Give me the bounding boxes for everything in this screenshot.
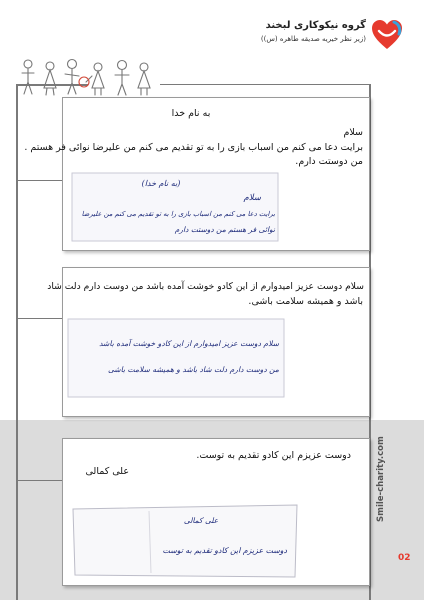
- note-3-line-1: علی کمالی: [183, 516, 219, 525]
- letter-card-1: [24, 97, 370, 251]
- note-1-line-1: (به نام خدا): [141, 179, 181, 188]
- frame-line-left: [16, 84, 18, 600]
- handwritten-note-2: [67, 318, 285, 398]
- letter-3-body: دوست عزیزم این کادو تقدیم به توست.: [196, 450, 351, 461]
- logo-title: گروه نیکوکاری لبخند: [265, 20, 366, 31]
- handwritten-note-3: [71, 503, 299, 579]
- letter-2-body-1: سلام دوست عزیز امیدوارم از این کادو خوشت آمده باشد من دوست دارم دلت شاد: [47, 281, 364, 292]
- note-3-line-2: دوست عزیزم این کادو تقدیم به توست: [162, 546, 287, 555]
- website-label: Smile-charity.com: [376, 436, 386, 522]
- children-illustration: [18, 58, 158, 96]
- heart-logo-icon: [370, 18, 404, 52]
- letter-3-signature: علی کمالی: [85, 466, 129, 477]
- note-2-line-2: من دوست دارم دلت شاد باشد و همیشه سلامت باشی: [107, 365, 279, 374]
- frame-line-top-right: [160, 84, 371, 85]
- letter-1-heading: به نام خدا: [171, 108, 211, 119]
- page-number: 02: [398, 553, 411, 563]
- letter-1-body: برایت دعا می کنم من اسباب بازی را به تو تقدیم می کنم من علیرضا نوائی فر هستم .: [24, 142, 363, 153]
- note-1-line-2: سلام: [243, 193, 261, 203]
- letter-1-closing: من دوستت دارم.: [295, 156, 363, 167]
- connector-line-2: [16, 318, 64, 319]
- logo-subtitle: (زیر نظر خیریه صدیقه طاهره (س)): [260, 35, 366, 43]
- letter-card-2: [47, 267, 370, 417]
- logo: [254, 18, 404, 54]
- letter-card-3: [62, 438, 370, 586]
- note-2-line-1: سلام دوست عزیز امیدوارم از این کادو خوشت آمده باشد: [99, 339, 279, 348]
- note-1-line-3: برایت دعا می کنم من اسباب بازی را به تو تقدیم می کنم من علیرضا: [81, 210, 275, 218]
- letter-2-body-2: باشد و همیشه سلامت باشی.: [248, 296, 363, 307]
- handwritten-note-1: [71, 172, 279, 242]
- connector-line-3: [16, 480, 64, 481]
- letter-1-greeting: سلام: [343, 127, 363, 138]
- note-1-line-4: نوائی فر هستم من دوستت دارم: [174, 225, 275, 234]
- connector-line-1: [16, 180, 64, 181]
